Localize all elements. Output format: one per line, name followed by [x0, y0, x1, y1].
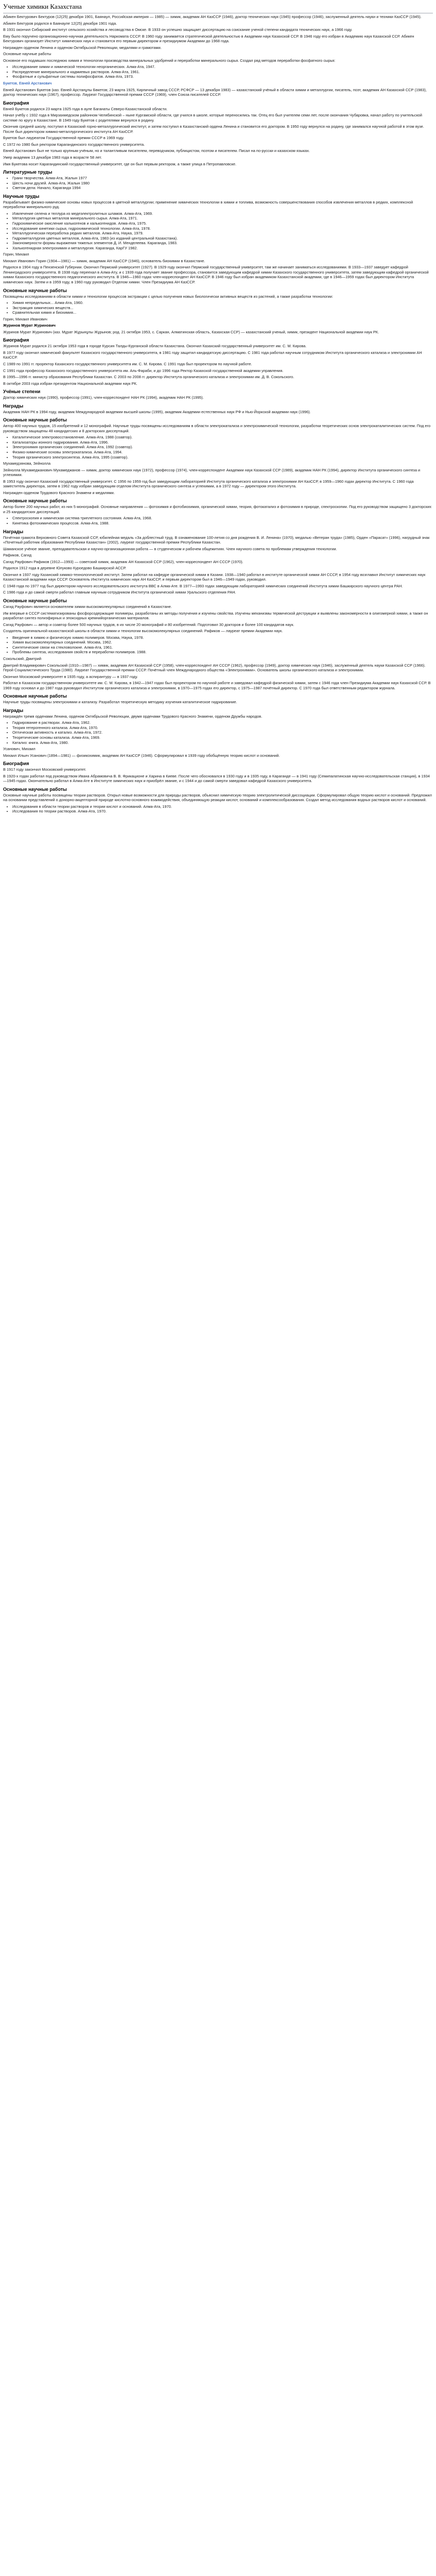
list-item: • Гидрирование в растворах. Алма-Ата, 1962. [12, 720, 433, 725]
works-heading: Основные научные работы [3, 417, 67, 423]
person-name: Мухамедзянова, Зейнолла [3, 461, 51, 466]
list-item: • Теоретические основы катализа. Алма-Ата, 1969. [12, 735, 433, 740]
works-list [3, 720, 433, 745]
list-item: • Катализаторы ионного гидрирования. Алма-Ата, 1996. [12, 440, 433, 445]
paragraph: Сагид Рауфович — автор и соавтор более 500 научных трудов, в их числе 20 монографий и 80 изобретений. Подготовил 30 докторов и более 100 кандидатов наук. [3, 622, 294, 627]
works-intro: Разрабатывает физико-химические основы новых процессов в цветной металлургии; применение химических технологии в химии и топлива, возможность совершенствования способов извлечения металлов в редких, комплексной переработки минерального руд. [3, 199, 413, 210]
paragraph: Журинов Мурат родился 21 октября 1953 года в городе Курсин Талды-Курганской области Казахстана. Окончил Казахский государственный университет им. С. М. Кирова. [3, 344, 307, 349]
works-list [3, 211, 433, 250]
section-mukhamedzhanova [3, 461, 433, 526]
paragraph: С 1991 года профессор Казахского государственного университета им. Аль-Фараби, и до 1996 года Ректор Казахской государственной академии управления. [3, 368, 284, 373]
section-rafikov [3, 553, 433, 655]
list-item: • Исследование кинетики сырья, гидрохимической технологии. Алма-Ата, 1978. [12, 226, 433, 231]
person-name: Журинов Мурат Журинович [3, 323, 56, 328]
works-heading: Основные научные работы [3, 52, 51, 57]
list-item: • Металлургия цветных металлов минерального сырья. Алма-Ата, 1971. [12, 216, 433, 221]
paragraph: В 1953 году окончил Казахский государственный университет. С 1956 по 1959 год был заведующим лабораторией Института органического катализа и электрохимии АН КазССР, в 1959—1960 годах директор Института. С 1960 года заместитель директора, затем в 1962 году избран заведующим отделом Института органического синтеза и углехимии, а в 1972 году — директором этого Института. [3, 479, 414, 489]
paragraph: Евней Букетов родился 23 марта 1925 года в ауле Баганаты Северо-Казахстанской области. [3, 106, 168, 111]
awards-heading: Награды [3, 403, 24, 409]
books-heading: Литературные труды [3, 170, 53, 175]
page-title: Ученые химики Казахстана [3, 2, 433, 13]
list-item: • Химия высокомолекулярных соединений. Москва, 1962. [12, 640, 433, 645]
list-item: • Электрохимия органических соединений. Алма-Ата, 1992 (соавтор). [12, 445, 433, 450]
paragraph: С 1986 года и до самой смерти работал главным научным сотрудником Института органической химии Уральского отделения РАН. [3, 590, 236, 595]
list-item: • Введение в химию и физическую химию полимеров. Москва, Наука, 1978. [12, 635, 433, 640]
list-item: • Исследование химии и химической технологии неорганических. Алма-Ата, 1947. [12, 64, 433, 70]
person-name: Рафиков, Сагид [3, 553, 32, 558]
list-item: • Гидрометаллургия цветных металлов, Алма-Ата, 1983 (из изданий центральной Казахстана). [12, 236, 433, 241]
awards-heading: Награды [3, 529, 24, 534]
paragraph: Награждён тремя орденами Ленина, орденом Октябрьской Революции, двумя орденами Трудового Красного Знамени, орденом Дружбы народов. [3, 714, 263, 719]
list-item: • Закономерности формы выражения тяжелых элементов Д. И. Менделеева. Караганда, 1983. [12, 241, 433, 246]
paragraph: Ему было поручено организационно-научная деятельность Наркомата СССР. В 1960 году занимается стратегической деятельностью в Академии наук Казахской ССР. В 1946 году его избран в Академию наук Казахской ССР. Абикен Бектурович организует Институт химических наук и становится его первым директором и президиумом Академии до 1968 года. [3, 33, 414, 44]
paragraph: Евней Арстанович был не только крупным учёным, но и талантливым писателем, переводчиком, публицистом, поэтом и писателем. Писал на по-русски и казахском языках. [3, 148, 310, 154]
section-gorin [3, 252, 433, 321]
list-item: • Металлургическая переработка редких металлов. Алма-Ата, Наука, 1979. [12, 231, 433, 236]
paragraph: Работал в Казахском государственном университете им. С. М. Кирова, в 1942—1947 годах был проректором по научной работе и заведовал кафедрой физической химии, затем с 1946 года член Президиума Академии наук Казахской ССР. В 1969 году основал и до 1987 года руководил Институтом органического катализа и электрохимии, в 1970—1975 годах его директор, с 1975—1987 почётный директор. С 1970 года был ответственным редактором журнала. [3, 681, 431, 690]
intro-paragraph: Журинов Мурат Журинович (каз. Мұрат Жұрынұлы Жұрынов; род. 21 октября 1953, с. Саркан, Алматинская область, Казахская ССР) — казахстанский ученый, химик, президент Национальной академии наук РК. [3, 329, 379, 334]
works-list [3, 804, 433, 814]
list-item: • Проблемы синтеза, исследования свойств и переработки полимеров. 1988. [12, 650, 433, 655]
paragraph: Окончил в 1937 году Казанский химико-технологический институт. Затем работал на кафедре органической химии в Казани. 1938—1940 работал в институте органической химии АН СССР, в 1954 году возглавил Институт химических наук Казахстанской академии наук СССР. Основатель Института химических наук АН КазССР, и первым директором был в 1946—1949 годах, руководил. [3, 572, 426, 582]
works-intro: Посвящены исследованиям в области химии и технологии процессов экстракции с целью получения новых биологически активных веществ из растений, а также разработки технологии: [3, 294, 333, 299]
books-list [3, 176, 433, 191]
paragraph: Имя Букетова носит Карагандинский государственный университет, где он был первым ректором, а также улица в Петропавловске. [3, 161, 237, 166]
section-buketov [3, 81, 433, 250]
list-item: • Оптическая активность и катализ. Алма-Ата, 1972. [12, 730, 433, 735]
works-intro: Сагид Рауфович является основателем химии высокомолекулярных соединений в Казахстане. [3, 604, 172, 609]
works-heading: Основные научные работы [3, 693, 67, 699]
person-name: Горин, Михаил [3, 252, 29, 257]
paragraph: Окончил Московский университет в 1935 году, а аспирантуру — в 1937 году. [3, 674, 138, 679]
biography-heading: Биография [3, 100, 29, 106]
works-list [3, 300, 433, 315]
list-item: • Спектроскопия и химическая система триплетного состояния. Алма-Ата, 1968. [12, 516, 433, 521]
list-item: • Светом дела: Начало, Караганда 1994 [12, 185, 433, 191]
works-list [3, 516, 433, 526]
paragraph: В 1931 окончил Сибирский институт сельского хозяйства и лесоводства в Омске. В 1933 он успешно защищает диссертацию на соискание ученой степени кандидата технических наук, а 1966 году. [3, 27, 353, 32]
paragraph: Им впервые в СССР систематизированы фосфорсодержащие полимеры, разработаны их методы получения и изучены свойства. Изучены механизмы термической деструкции и выявлены закономерности в олигомерной химии, а также он разработал синтез полиэфирных и эпоксидных кремнийорганических материалов. [3, 611, 428, 621]
list-item: • Исследования в области теории растворов и теории кислот и оснований. Алма-Ата, 1970. [12, 804, 433, 809]
biography-heading: Биография [3, 337, 29, 343]
works-intro: Основные научные работы посвящены теории растворов. Открыл новые возможности для природы растворов, объяснил химическую теорию электролитической диссоциации. Сформулировал общую теорию кислот и оснований. Предложил на основании представлений о донорно-акцепторной природе кислотно-основного взаимодействия, объединяющую реакции кислот, оснований и комплексообразования. Создал метод исследования водных растворов кислот и оснований. [3, 792, 432, 803]
works-heading: Основные научные работы [3, 786, 67, 792]
paragraph: Академик НАН РК в 1994 году, академик Международной академии высшей школы (1995), академик Академии естественных наук РФ и Нью-Йоркской академии наук (1996). [3, 409, 311, 414]
paragraph: С 1948 года по 1977 год был директором научного исследовательского института ВВС в Алма-Ате. В 1977—1993 годах заведующим лабораторией химических соединений Института химии Башкирского научного центра РАН. [3, 583, 403, 588]
works-intro: Научные труды посвящены электрохимии и катализу. Разработал теоретическую методику изучения каталитическое гидрирование. [3, 700, 237, 705]
section-awards [3, 529, 433, 552]
person-name: Усанович, Михаил [3, 747, 36, 752]
list-item: • Синтетические связи на стекловолокне. Алма-Ата, 1961. [12, 645, 433, 650]
intro-paragraph: Сагид Рауфович Рафиков (1912—1993) — советский химик, академик АН Казахской ССР (1962), член-корреспондент АН СССР (1970). [3, 559, 243, 564]
works-heading: Научные труды [3, 193, 40, 199]
section-usanovich [3, 747, 433, 814]
list-item: • Сравнительная химия и биохимия... [12, 310, 433, 315]
paragraph: В 1995—1996 гг. министр образования Республики Казахстан. С 2003 по 2008 гг. директор Института органического катализа и электрохимии им. Д. В. Сокольского. [3, 375, 294, 380]
person-name: Сокольский, Дмитрий [3, 656, 42, 661]
degrees-heading: Учёные степени [3, 389, 41, 395]
paragraph: Доктор химических наук (1990), профессор (1991), член-корреспондент НАН РК (1994), академик НАН РК (1995). [3, 395, 204, 400]
works-heading: Основные научные работы [3, 598, 67, 604]
section-beketurov [3, 14, 433, 79]
intro-paragraph: Михаил Ильич Усанович (1894—1981) — физикохимик, академик АН КазССР (1946). Сформулировал в 1939 году обобщённую теорию кислот и оснований. [3, 753, 280, 758]
list-item: • Каталитическое электровосстановление. Алма-Ата, 1988 (соавтор). [12, 435, 433, 440]
intro-paragraph: Абикен Бектурович Бектуров (12(25) декабря 1901, Баянаул, Российская империя — 1985) — химик, академик АН КазССР (1946), доктор технических наук (1945) профессор (1946), заслуженный деятель науки и техники КазССР (1945). [3, 14, 422, 19]
paragraph: Букетов был лауреатом Государственной премии СССР в 1969 году. [3, 135, 125, 141]
paragraph: Награжден орденом Трудового Красного Знамени и медалями. [3, 490, 115, 495]
works-intro: Автор более 200 научных работ, из них 5 монографий. Основные направления — фотохимия и фотобиохимия, органической химии, теория, фотокатализ и фотохимия в природе, спектроскопии. Под его руководством защищено 3 докторских и 25 кандидатских диссертаций. [3, 504, 432, 514]
paragraph: Награжден орденом Ленина и орденом Октябрьской Революции, медалями и грамотами. [3, 45, 162, 50]
list-item: • Теория гетерогенного катализа. Алма-Ата, 1970. [12, 725, 433, 731]
list-item: • Физико-химические основы электрокатализа. Алма-Ата, 1994. [12, 450, 433, 455]
list-item: • Экстракция химических веществ... [12, 306, 433, 311]
works-list [3, 635, 433, 655]
paragraph: С 1972 по 1980 был ректором Карагандинского государственного университета. [3, 142, 145, 147]
works-intro: Основное его подавших последнюю химия и технологии производства минеральных удобрений и переработки минерального сырья. Создал ряд методов переработки фосфатного сырья: [3, 58, 336, 63]
works-heading: Основные научные работы [3, 287, 67, 293]
paragraph: В 1977 году окончил химический факультет Казахского государственного университета, в 1981 году защитил кандидатскую диссертацию. С 1981 года работал научным сотрудником Института органического катализа и электрохимии АН КазССР. [3, 350, 422, 360]
paragraph: В 1917 году закончил Московский университет. [3, 767, 86, 772]
list-item: • Распределение минерального и кадмиевых растворов. Алма-Ата, 1961. [12, 70, 433, 75]
paragraph: Умер академик 13 декабря 1983 года в возрасте 58 лет. [3, 155, 102, 160]
intro-paragraph: Зейнолла Мухамеджанович Мухамеджанов — химик, доктор химических наук (1972), профессор (1974), член-корреспондент Академии наук Казахской ССР (1989), академик НАН РК (1994), директор Института органического синтеза и углехимии. [3, 467, 421, 478]
person-name-link[interactable]: Букетов, Евней Арстанович [3, 81, 52, 86]
paragraph: С 1989 по 1991 гг. проректор Казахского государственного университета им. С. М. Кирова. С 1991 года был проректором по научной работе. [3, 361, 252, 366]
intro-paragraph: Михаил Иванович Горин (1904—1981) — химик, академик АН КазССР (1946), основатель биохимии в Казахстане. [3, 258, 205, 263]
list-item: • Грани творчества. Алма-Ата, Жалын 1977 [12, 176, 433, 181]
paragraph: Горин, Михаил Иванович [3, 316, 47, 321]
paragraph: Абикен Бектуров родился в Баянауле 12(25) декабря 1901 года. [3, 21, 117, 26]
works-list [3, 435, 433, 460]
list-item: • Фосфатные и сульфатные системы полифосфатов. Алма-Ата, 1973. [12, 74, 433, 79]
paragraph: В октябре 2003 года избран президентом Национальной академии наук РК. [3, 381, 137, 386]
biography-heading: Биография [3, 761, 29, 767]
list-item: • Химия непредельных... Алма-Ата, 1960. [12, 300, 433, 306]
paragraph: Родился 1912 года в деревне Юлуково Куроедово Башкирской АССР. [3, 566, 127, 571]
paragraph: Шаманское учёное звание, преподавательская и научно-организационная работа — в студенческом и рабочем общежитиях. Член научного совета по проблемам утверждения технологии. [3, 546, 337, 551]
awards-heading: Награды [3, 707, 24, 713]
list-item: • Халькогенидная электрохимия и металлургия. Караганда, КарГУ 1982. [12, 246, 433, 251]
list-item: • Катализ: книга. Алма-Ата, 1980. [12, 740, 433, 745]
list-item: • Кинетика фотохимических процессов. Алма-Ата, 1988. [12, 521, 433, 526]
section-sokolsky [3, 656, 433, 745]
intro-paragraph: Евней Арстанович Букетов (каз. Евней Арстанұлы Бөкетов; 23 марта 1925, Кирпичный завод СССР, РСФСР — 13 декабря 1983) — казахстанский учёный в области химии и металлургии, писатель, поэт, академик АН Казахской ССР (1983), доктор технических наук (1967), профессор. Лауреат Государственной премии СССР (1969), член Союза писателей СССР. [3, 87, 427, 97]
list-item: • Извлечение селена и теллура из медеэлектролитных шламов. Алма-Ата, 1969. [12, 211, 433, 216]
paragraph: Почётная грамота Верховного Совета Казахской ССР, юбилейная медаль «За доблестный труд. В ознаменование 100-летия со дня рождения В. И. Ленина» (1970), медалью «Ветеран труда» (1985), Орден «Парасат» (1996), нагрудный знак «Почетный работник образования Республики Казахстан» (2002), лауреат государственной премии Республики Казахстан. [3, 535, 430, 545]
intro-paragraph: Дмитрий Владимирович Сокольский (1910—1987) — химик, академик АН Казахской ССР (1958), член-корреспондент АН СССР (1962), профессор (1949), доктор химических наук (1946), заслуженный деятель науки Казахской ССР (1966). Герой Социалистического Труда (1980). Лауреат Государственной премии СССР. Почётный член Международного общества «Электрохимии». Основатель школы органического катализа и электрохимии. [3, 663, 426, 673]
paragraph: Начал учёбу с 1932 года в Мирзахмедском районном Челябинской – ныне Кургамской области, где учился в школе, которые переносились так. Отец его был учителем семи лет, после окончания Чубаровка, начал работу по учительской системе по кругу в Казахстане. В 1949 году Букетов с родителями вернулся в родину. [3, 113, 423, 123]
works-heading: Основные научные работы [3, 498, 67, 504]
paragraph: Окончив средней школу, поступил в Казахский горно-металлургический институт, и затем поступил в Казахстанский ордена Ленина и становится его доктором. В 1950 году вернулся на родину, где занимался научной работой в этом вузе. После был директором химико-металлургического института АН КазССР. [3, 124, 424, 134]
list-item: • Исследования по теории растворов. Алма-Ата, 1970. [12, 809, 433, 814]
paragraph: Родился в 1904 году в Пензенской Губернии. Окончил Пермский университет (1927). В 1929 году окончил Пермский государственный университет, там же начинает заниматься исследованиями. В 1933—1937 заведует кафедрой Ленинградского университета. В 1938 году переехал в Алма-Ату, и с 1939 года получает звание профессора, становится заведующим кафедрой химии Казахского государственного университета, затем заведующим кафедрой органической химии Казахского государственного педагогического института. В 1946—1960 годах член-корреспондент АН КазССР. В 1946 году был избран академиком Казахстанской академии, где в 1946—1959 годах был директором Института химических наук. Затем и в 1959 году, в 1960 году руководил Отделом химии. Член Президиума АН КазССР. [3, 265, 429, 284]
works-list [3, 64, 433, 79]
list-item: • Теория органического электросинтеза. Алма-Ата, 1995 (соавтор). [12, 455, 433, 460]
paragraph: В 1920-х годах работал под руководством Ивана Абрамовича В. В. Фрикационе и Харина в Киеве. После чего обосновался в 1930 году и в 1935 году, в Караганде — в 1941 году (Семипалатинская научно-исследовательская станция), в 1934—1945 годах. Окончательно работал в Алма-Ате в Институте химических наук и приобрёл звание, и с 1944 и до самой смерти заведовал кафедрой Казахского университета. [3, 773, 430, 784]
paragraph: Создатель оригинальной казахстанской школы в области химии и технологии высокомолекулярных соединений. Рафиков — лауреат премии Академии наук. [3, 629, 283, 634]
section-zhurinov [3, 323, 433, 460]
list-item: • Гидрохимическое окисление халькогенов и халькогенидов. Алма-Ата, 1975. [12, 221, 433, 226]
works-intro: Автор 400 научных трудов, 15 изобретений и 12 монографий. Научные труды посвящены исследованиям в области электрокатализа и электрохимической технологии, разработки теоретических основ электрокаталитических систем. Под его руководством защищены 48 кандидатских и 8 докторских диссертаций. [3, 423, 431, 433]
list-item: • Шесть ночи друзей. Алма-Ата, Жалын 1980 [12, 181, 433, 186]
